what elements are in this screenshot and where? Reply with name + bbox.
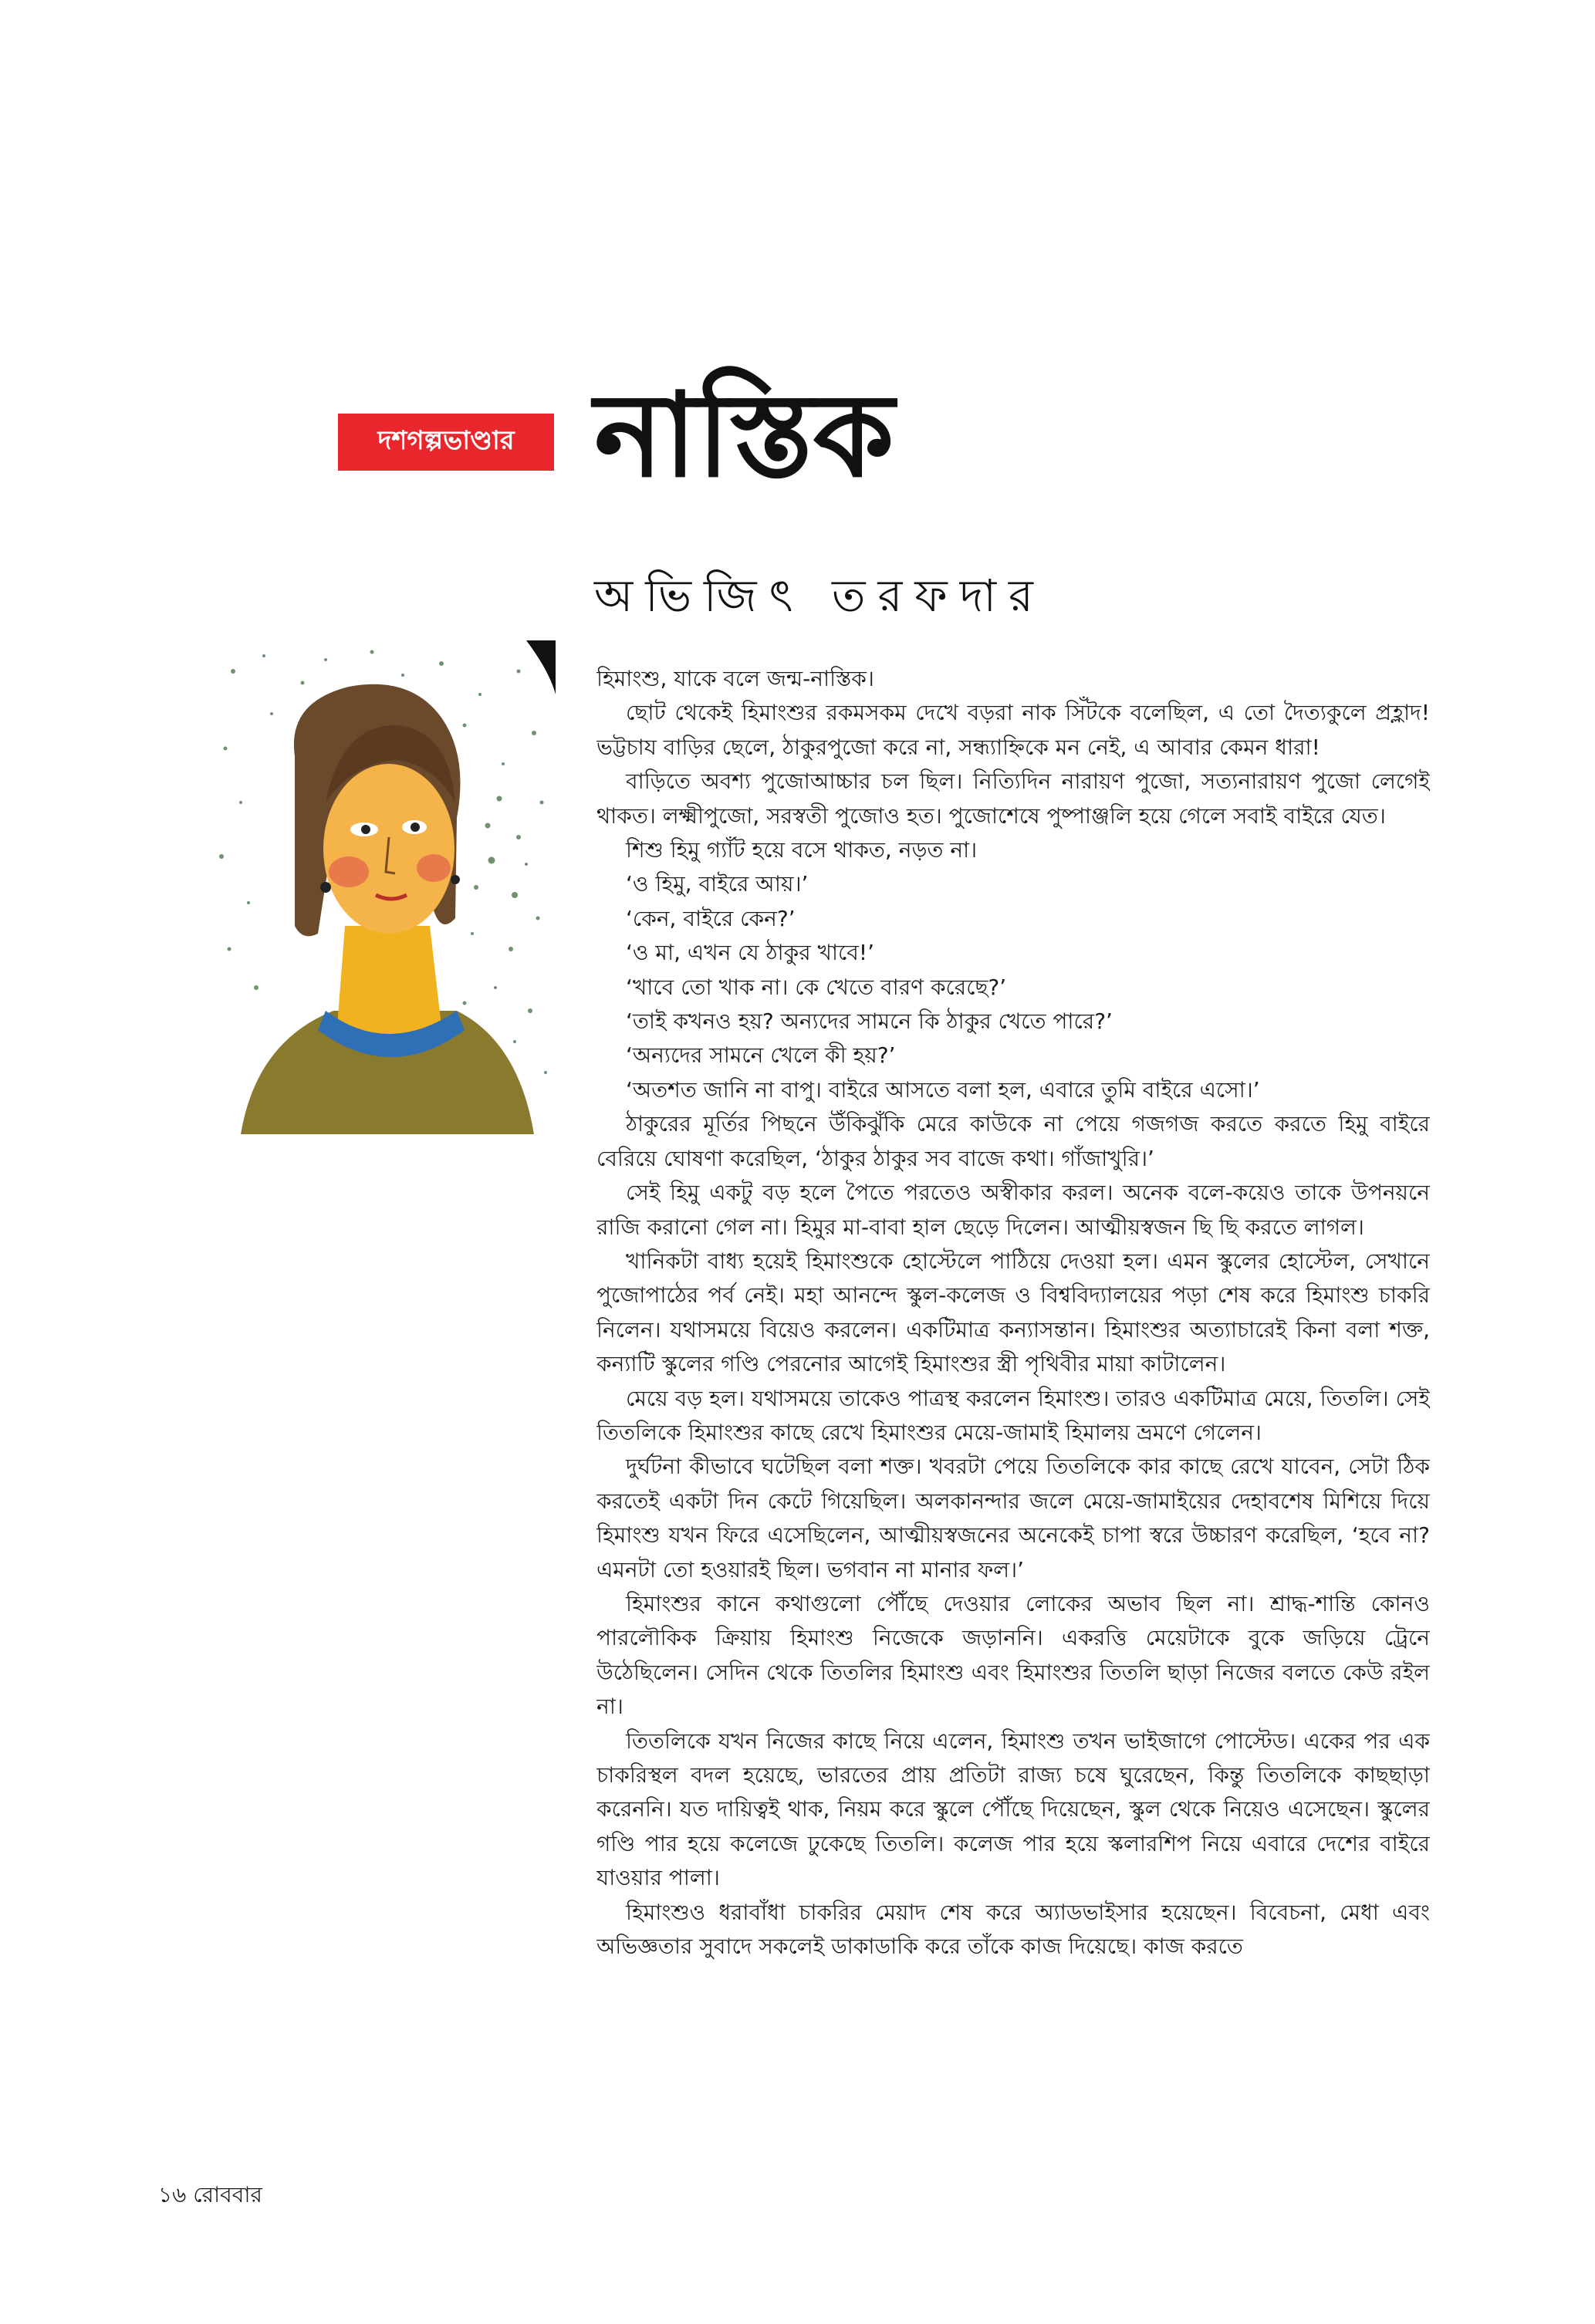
story-paragraph: সেই হিমু একটু বড় হলে পৈতে পরতেও অস্বীকার করল। অনেক বলে-কয়েও তাকে উপনয়নে রাজি করানো গেল না। হিমুর মা-বাবা হাল ছেড়ে দিলেন। আত্মীয়স্বজন ছি ছি করতে লাগল। <box>596 1180 1430 1240</box>
page-footer: ১৬ রোববার <box>158 2182 262 2207</box>
story-paragraph: ‘কেন, বাইরে কেন?’ <box>626 905 796 931</box>
story-title: নাস্তিক <box>594 369 894 503</box>
left-cheek <box>329 856 369 887</box>
story-paragraph: ‘তাই কখনও হয়? অন্যদের সামনে কি ঠাকুর খেতে পারে?’ <box>626 1008 1113 1035</box>
story-paragraph: হিমাংশুও ধরাবাঁধা চাকরির মেয়াদ শেষ করে অ্যাডভাইসার হয়েছেন। বিবেচনা, মেধা এবং অভিজ্ঞতার সুবাদে সকলেই ডাকাডাকি করে তাঁকে কাজ দিয়েছে। কাজ করতে <box>596 1899 1430 1960</box>
story-paragraph: ঠাকুরের মূর্তির পিছনে উঁকিঝুঁকি মেরে কাউকে না পেয়ে গজগজ করতে করতে হিমু বাইরে বেরিয়ে ঘোষণা করেছিল, ‘ঠাকুর ঠাকুর সব বাজে কথা। গাঁজাখুরি।’ <box>596 1111 1430 1171</box>
earring-right <box>451 875 460 884</box>
story-paragraph: শিশু হিমু গ্যাঁট হয়ে বসে থাকত, নড়ত না। <box>626 837 978 863</box>
right-cheek <box>417 854 451 882</box>
story-paragraph: ‘অতশত জানি না বাপু। বাইরে আসতে বলা হল, এবারে তুমি বাইরে এসো।’ <box>626 1076 1260 1103</box>
story-paragraph: ‘ও হিমু, বাইরে আয়।’ <box>626 871 809 897</box>
story-paragraph: দুর্ঘটনা কীভাবে ঘটেছিল বলা শক্ত। খবরটা পেয়ে তিতলিকে কার কাছে রেখে যাবেন, সেটা ঠিক করতেই একটা দিন কেটে গিয়েছিল। অলকানন্দার জলে মেয়ে-জামাইয়ের দেহাবশেষ মিশিয়ে দিয়ে হিমাংশু যখন ফিরে এসেছিলেন, আত্মীয়স্বজনের অনেকেই চাপা স্বরে উচ্চারণ করেছিল, ‘হবে না? এমনটা তো হওয়ারই ছিল। ভগবান না মানার ফল।’ <box>596 1454 1430 1583</box>
dark-corner-stroke <box>526 640 556 694</box>
neck <box>337 926 441 1038</box>
story-paragraph: মেয়ে বড় হল। যথাসময়ে তাকেও পাত্রস্থ করলেন হিমাংশু। তারও একটিমাত্র মেয়ে, তিতলি। সেই তিতলিকে হিমাংশুর কাছে রেখে হিমাংশুর মেয়ে-জামাই হিমালয় ভ্রমণে গেলেন। <box>596 1385 1430 1445</box>
story-paragraph: বাড়িতে অবশ্য পুজোআচ্চার চল ছিল। নিত্যিদিন নারায়ণ পুজো, সত্যনারায়ণ পুজো লেগেই থাকত। লক্ষ্মীপুজো, সরস্বতী পুজোও হত। পুজোশেষে পুষ্পাঞ্জলি হয়ে গেলে সবাই বাইরে যেত। <box>596 768 1430 829</box>
story-paragraph: ‘ও মা, এখন যে ঠাকুর খাবে!’ <box>626 940 875 966</box>
story-paragraph: হিমাংশু, যাকে বলে জন্ম-নাস্তিক। <box>596 666 874 691</box>
story-paragraph: খানিকটা বাধ্য হয়েই হিমাংশুকে হোস্টেলে পাঠিয়ে দেওয়া হল। এমন স্কুলের হোস্টেল, সেখানে পুজোপাঠের পর্ব নেই। মহা আনন্দে স্কুল-কলেজ ও বিশ্ববিদ্যালয়ের পড়া শেষ করে হিমাংশু চাকরি নিলেন। যথাসময়ে বিয়েও করলেন। একটিমাত্র কন্যাসন্তান। হিমাংশুর অত্যাচারেই কিনা বলা শক্ত, কন্যাটি স্কুলের গণ্ডি পেরনোর আগেই হিমাংশুর স্ত্রী পৃথিবীর মায়া কাটালেন। <box>596 1248 1430 1377</box>
story-paragraph: ‘অন্যদের সামনে খেলে কী হয়?’ <box>626 1042 896 1069</box>
story-paragraph: হিমাংশুর কানে কথাগুলো পৌঁছে দেওয়ার লোকের অভাব ছিল না। শ্রাদ্ধ-শান্তি কোনও পারলৌকিক ক্রিয়ায় হিমাংশু নিজেকে জড়াননি। একরত্তি মেয়েটাকে বুকে জড়িয়ে ট্রেনে উঠেছিলেন। সেদিন থেকে তিতলির হিমাংশু এবং হিমাংশুর তিতলি ছাড়া নিজের বলতে কেউ রইল না। <box>596 1590 1430 1720</box>
author-name: অভিজিৎ তরফদার <box>594 569 1046 622</box>
earring-left <box>320 882 331 893</box>
series-tag: দশগল্পভাণ্ডার <box>338 414 554 471</box>
story-paragraph: ছোট থেকেই হিমাংশুর রকমসকম দেখে বড়রা নাক সিঁটকে বলেছিল, এ তো দৈত্যকুলে প্রহ্লাদ! ভট্টচায বাড়ির ছেলে, ঠাকুরপুজো করে না, সন্ধ্যাহ্নিকে মন নেই, এ আবার কেমন ধারা! <box>596 700 1430 760</box>
girl-portrait-illustration <box>210 640 556 1142</box>
story-paragraph: তিতলিকে যখন নিজের কাছে নিয়ে এলেন, হিমাংশু তখন ভাইজাগে পোস্টেড। একের পর এক চাকরিস্থল বদল হয়েছে, ভারতের প্রায় প্রতিটা রাজ্য চষে ঘুরেছেন, কিন্তু তিতলিকে কাছছাড়া করেননি। যত দায়িত্বই থাক, নিয়ম করে স্কুলে পৌঁছে দিয়েছেন, স্কুল থেকে নিয়েও এসেছেন। স্কুলের গণ্ডি পার হয়ে কলেজে ঢুকেছে তিতলি। কলেজ পার হয়ে স্কলারশিপ নিয়ে এবারে দেশের বাইরে যাওয়ার পালা। <box>596 1728 1430 1891</box>
story-paragraph: ‘খাবে তো খাক না। কে খেতে বারণ করেছে?’ <box>626 974 1007 1000</box>
story-body <box>596 662 1430 2151</box>
